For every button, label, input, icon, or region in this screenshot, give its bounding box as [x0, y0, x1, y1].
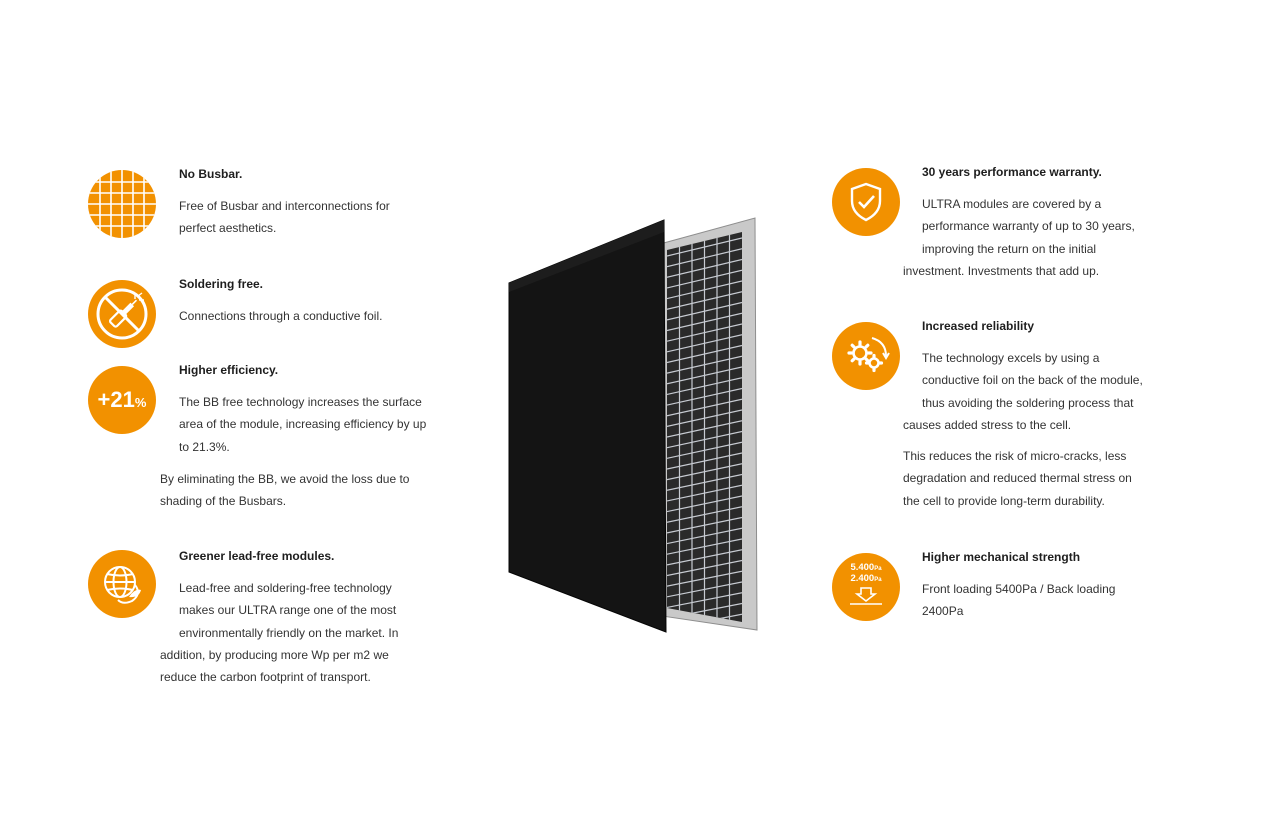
feature-title-warranty: 30 years performance warranty. [922, 165, 1102, 179]
efficiency-badge-icon [88, 366, 156, 434]
load-pressure-icon [832, 553, 900, 621]
feature-text-soldering-free: Connections through a conductive foil. [179, 309, 383, 323]
globe-leaf-icon [88, 550, 156, 618]
gears-icon [832, 322, 900, 390]
feature-extra-increased-reliability: causes added stress to the cell. [903, 418, 1072, 432]
feature-text-mechanical-strength: Front loading 5400Pa / Back loading 2400Pa [922, 582, 1116, 619]
feature-extra-greener-lead-free: addition, by producing more Wp per m2 we reduce the carbon footprint of transport. [160, 648, 389, 685]
feature-title-no-busbar: No Busbar. [179, 167, 243, 181]
feature-title-soldering-free: Soldering free. [179, 277, 264, 291]
feature-title-increased-reliability: Increased reliability [922, 319, 1035, 333]
solar-panel-image [505, 215, 765, 635]
feature-title-mechanical-strength: Higher mechanical strength [922, 550, 1081, 564]
efficiency-badge-unit: % [134, 395, 147, 410]
feature-text-higher-efficiency: The BB free technology increases the surface area of the module, increasing efficiency by up to 21.3%. [179, 395, 427, 454]
busbar-grid-icon [88, 170, 156, 238]
back-load-badge: 2.400 [850, 572, 875, 584]
efficiency-badge-value: +21 [97, 387, 135, 412]
front-load-badge: 5.400 [850, 561, 875, 573]
feature-title-greener-lead-free: Greener lead-free modules. [179, 549, 335, 563]
feature-para2-increased-reliability: This reduces the risk of micro-cracks, less degradation and reduced thermal stress on the cell to provide long-term durability. [903, 449, 1132, 508]
feature-text-increased-reliability: The technology excels by using a conductive foil on the back of the module, thus avoiding the soldering process that [922, 351, 1143, 410]
shield-check-icon [832, 168, 900, 236]
front-load-unit: Pa [874, 565, 882, 572]
feature-text-no-busbar: Free of Busbar and interconnections for perfect aesthetics. [179, 199, 390, 236]
back-load-unit: Pa [874, 576, 882, 583]
feature-extra-warranty: investment. Investments that add up. [903, 264, 1100, 278]
feature-title-higher-efficiency: Higher efficiency. [179, 363, 279, 377]
feature-text-greener-lead-free: Lead-free and soldering-free technology makes our ULTRA range one of the most environmentally friendly on the market. In [179, 581, 399, 640]
no-soldering-icon [88, 280, 156, 348]
feature-extra-higher-efficiency: By eliminating the BB, we avoid the loss due to shading of the Busbars. [160, 472, 410, 509]
feature-text-warranty: ULTRA modules are covered by a performance warranty of up to 30 years, improving the return on the initial [922, 197, 1135, 256]
